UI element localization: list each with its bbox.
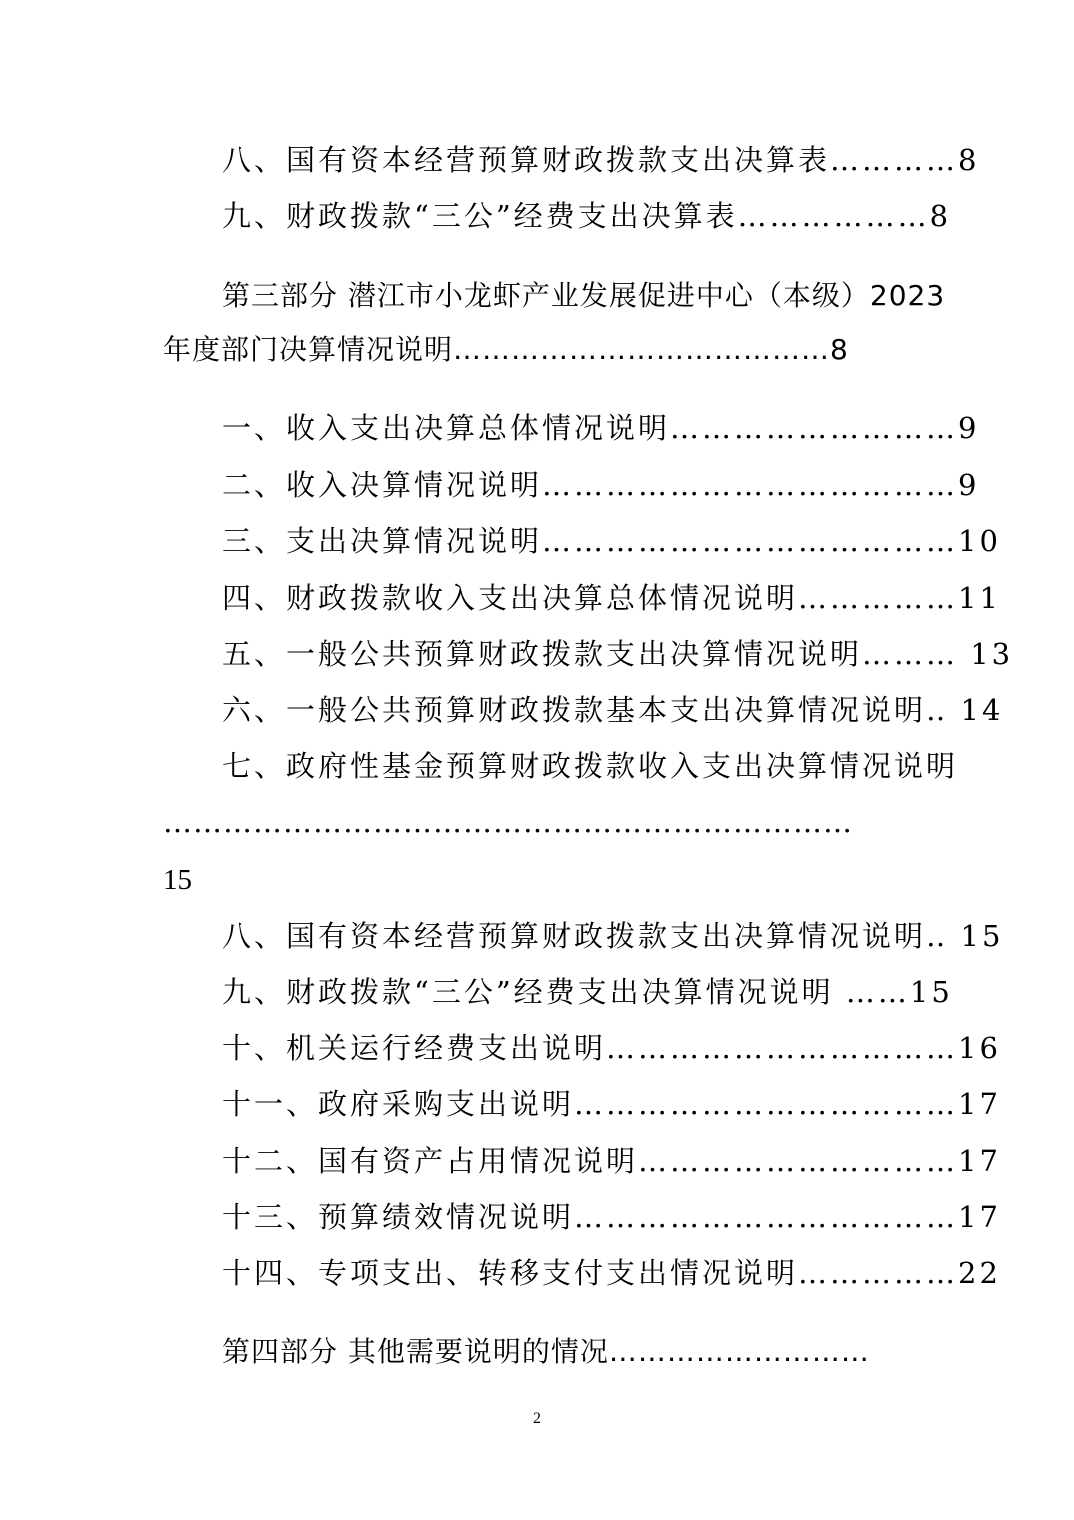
toc-line: 七、政府性基金预算财政拨款收入支出决算情况说明 <box>222 749 959 783</box>
toc-part-heading: 年度部门决算情况说明…………………………………8 <box>163 333 849 366</box>
toc-line: 四、财政拨款收入支出决算总体情况说明……………11 <box>222 581 1001 615</box>
toc-line: 九、财政拨款“三公”经费支出决算表………………8 <box>222 199 952 233</box>
toc-page-ref: 15 <box>163 864 192 896</box>
toc-line: 五、一般公共预算财政拨款支出决算情况说明……… 13 <box>222 637 1014 671</box>
toc-line: 十四、专项支出、转移支付支出情况说明……………22 <box>222 1256 1001 1290</box>
page-number: 2 <box>533 1410 541 1427</box>
toc-part-heading: 第四部分 其他需要说明的情况……………………… <box>222 1335 870 1368</box>
toc-line: 六、一般公共预算财政拨款基本支出决算情况说明‥ 14 <box>222 693 1004 727</box>
toc-leader-line: …………………………………………………………… <box>163 805 853 839</box>
toc-line: 九、财政拨款“三公”经费支出决算情况说明 ……15 <box>222 975 953 1009</box>
toc-line: 三、支出决算情况说明…………………………………10 <box>222 524 1001 558</box>
toc-line: 二、收入决算情况说明…………………………………9 <box>222 468 980 502</box>
toc-line: 十一、政府采购支出说明………………………………17 <box>222 1087 1001 1121</box>
toc-line: 十三、预算绩效情况说明………………………………17 <box>222 1200 1001 1234</box>
toc-line: 八、国有资本经营预算财政拨款支出决算情况说明‥ 15 <box>222 919 1004 953</box>
toc-line: 十二、国有资产占用情况说明…………………………17 <box>222 1144 1001 1178</box>
toc-line: 十、机关运行经费支出说明……………………………16 <box>222 1031 1001 1065</box>
toc-line: 八、国有资本经营预算财政拨款支出决算表…………8 <box>222 143 980 177</box>
toc-line: 一、收入支出决算总体情况说明………………………9 <box>222 411 980 445</box>
toc-part-heading: 第三部分 潜江市小龙虾产业发展促进中心（本级）2023 <box>222 279 946 312</box>
